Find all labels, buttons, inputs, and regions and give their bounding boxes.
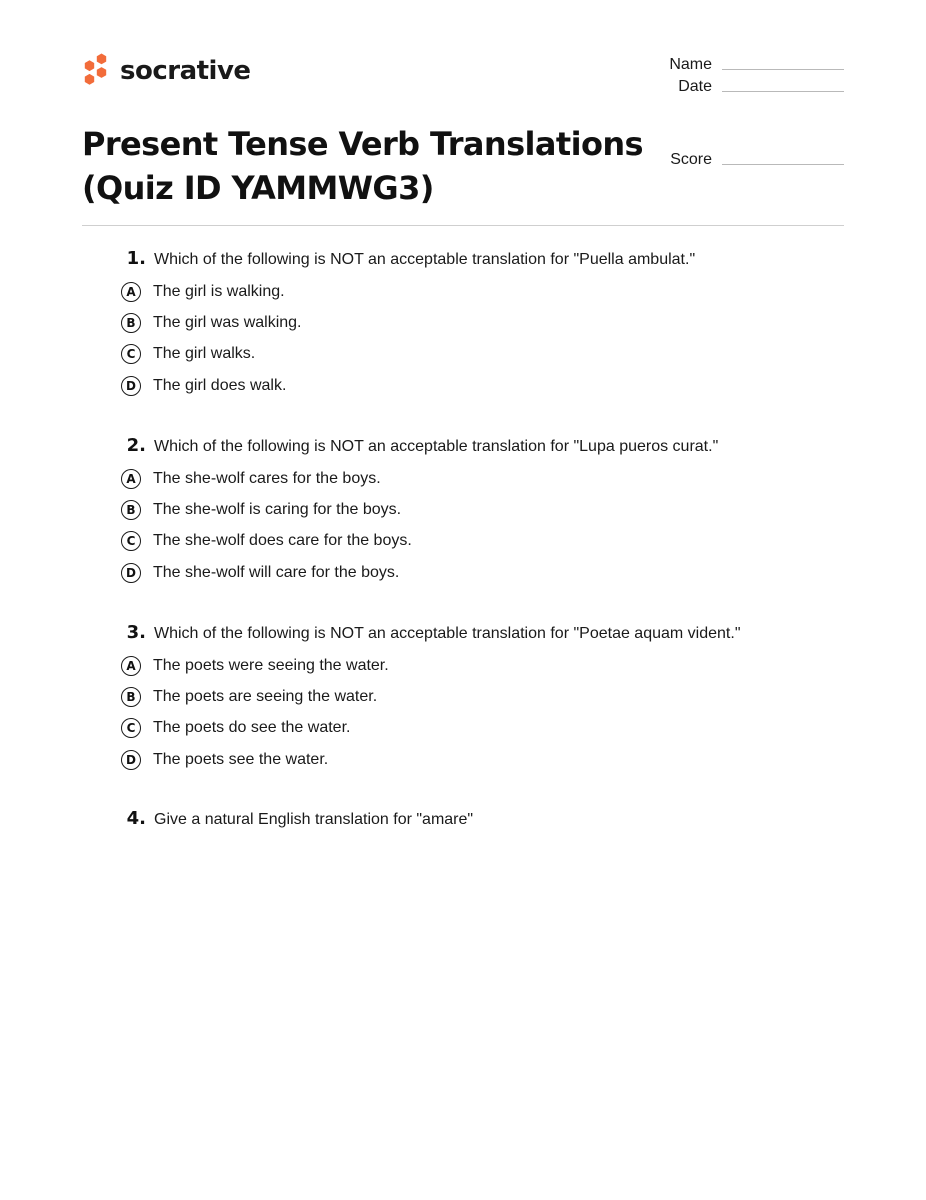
option-text: The girl was walking. — [153, 313, 302, 331]
header-divider — [82, 225, 844, 226]
option-letter-badge: A — [121, 282, 141, 302]
option-letter-badge: D — [121, 563, 141, 583]
question-text: Which of the following is NOT an acceptable translation for "Lupa pueros curat." — [154, 438, 719, 455]
score-line — [722, 163, 844, 165]
score-label: Score — [670, 151, 712, 168]
option-letter-badge: D — [121, 750, 141, 770]
option-d[interactable] — [120, 557, 840, 588]
option-c[interactable] — [120, 339, 840, 370]
date-field[interactable] — [0, 78, 844, 96]
question-2 — [120, 435, 840, 588]
option-a[interactable] — [120, 463, 840, 494]
question-number: 2. — [126, 435, 146, 456]
option-text: The poets were seeing the water. — [153, 656, 389, 674]
option-a[interactable] — [120, 276, 840, 307]
question-1 — [120, 248, 840, 401]
option-text: The poets are seeing the water. — [153, 687, 378, 705]
option-letter-badge: D — [121, 376, 141, 396]
option-text: The girl does walk. — [153, 376, 287, 394]
name-field[interactable] — [0, 56, 844, 74]
option-letter-badge: C — [121, 531, 141, 551]
option-letter-badge: A — [121, 469, 141, 489]
option-c[interactable] — [120, 713, 840, 744]
option-text: The girl walks. — [153, 345, 256, 363]
brand-name: socrative — [120, 56, 251, 86]
question-3 — [120, 622, 840, 775]
name-label: Name — [669, 56, 712, 73]
question-number: 3. — [126, 622, 146, 643]
option-text: The girl is walking. — [153, 282, 285, 300]
option-text: The she-wolf is caring for the boys. — [153, 500, 402, 518]
score-field[interactable] — [0, 151, 844, 169]
option-text: The poets see the water. — [153, 750, 329, 768]
option-letter-badge: C — [121, 718, 141, 738]
question-4 — [120, 808, 840, 836]
option-text: The poets do see the water. — [153, 719, 351, 737]
option-letter-badge: B — [121, 313, 141, 333]
option-text: The she-wolf will care for the boys. — [153, 563, 400, 581]
option-b[interactable] — [120, 494, 840, 525]
date-line — [722, 90, 844, 92]
option-text: The she-wolf does care for the boys. — [153, 532, 412, 550]
option-letter-badge: A — [121, 656, 141, 676]
date-label: Date — [678, 78, 712, 95]
option-text: The she-wolf cares for the boys. — [153, 469, 381, 487]
option-d[interactable] — [120, 744, 840, 775]
option-b[interactable] — [120, 681, 840, 712]
name-line — [722, 68, 844, 70]
option-b[interactable] — [120, 307, 840, 338]
option-c[interactable] — [120, 526, 840, 557]
question-number: 4. — [126, 808, 146, 829]
question-number: 1. — [126, 248, 146, 269]
page-title: Present Tense Verb Translations (Quiz ID YAMMWG3) — [82, 125, 643, 207]
option-letter-badge: B — [121, 500, 141, 520]
question-text: Which of the following is NOT an acceptable translation for "Puella ambulat." — [154, 251, 696, 268]
option-d[interactable] — [120, 370, 840, 401]
option-a[interactable] — [120, 650, 840, 681]
option-letter-badge: B — [121, 687, 141, 707]
question-text: Which of the following is NOT an acceptable translation for "Poetae aquam vident." — [154, 625, 741, 642]
option-letter-badge: C — [121, 344, 141, 364]
question-text: Give a natural English translation for "amare" — [154, 811, 474, 828]
